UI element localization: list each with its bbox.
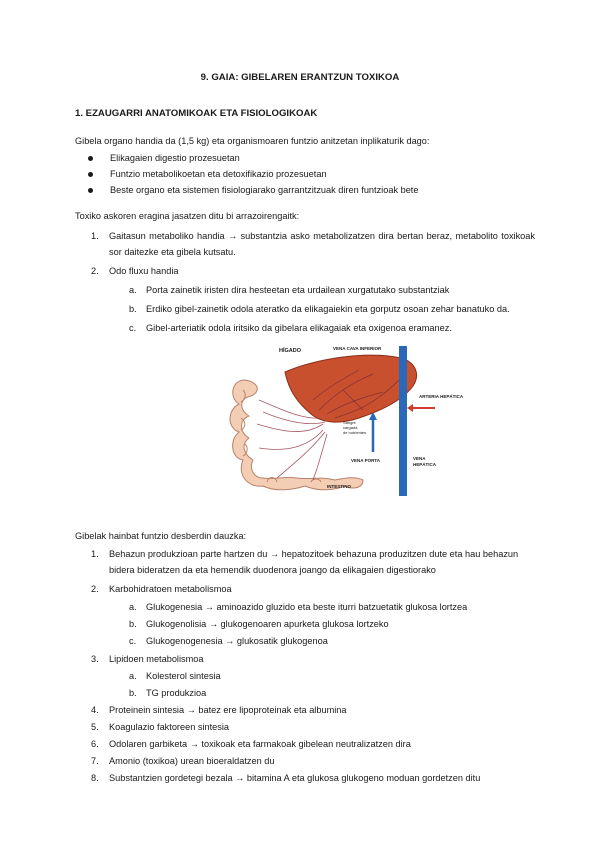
functions-sublist [75,599,535,649]
list-item [75,153,418,169]
list-letter: b. [129,304,137,314]
list-number: 3. [91,654,99,664]
list-text: TG produkzioa [146,688,207,698]
list-item [75,282,535,298]
list-number: 6. [91,739,99,749]
list-text: Substantzien gordetegi bezala → bitamina A eta glukosa glukogeno moduan gordetzen ditu [109,773,481,783]
list-item [75,668,535,684]
list-number: 5. [91,722,99,732]
list-item [75,263,535,336]
list-letter: a. [129,285,137,295]
list-text: Glukogenogenesia → glukosatik glukogenoa [146,636,328,646]
list-item [75,581,535,649]
vena-cava-vessel [399,346,407,496]
list-number: 1. [91,549,99,559]
list-number: 7. [91,756,99,766]
list-text: Kolesterol sintesia [146,671,221,681]
list-item [75,770,535,786]
list-item [75,185,418,201]
list-letter: c. [129,636,137,646]
list-text: Porta zainetik iristen dira hesteetan eta urdailean xurgatutako substantziak [146,285,450,295]
label-vena-hepatica-1: VENA [413,456,426,461]
liver-anatomy-diagram [223,340,464,502]
list-letter: b. [129,688,137,698]
list-text: Gibel-arteriatik odola iritsiko da gibelara elikagaiak eta oxigenoa eramanez. [146,323,452,333]
list-item [75,546,535,578]
list-letter: a. [129,671,137,681]
list-item [75,753,535,769]
page-title: 9. GAIA: GIBELAREN ERANTZUN TOXIKOA [200,72,400,83]
intro-paragraph: Gibela organo handia da (1,5 kg) eta organismoaren funtzio anitzetan inplikaturik dago: [75,136,430,146]
label-liver: HÍGADO [279,348,301,354]
list-text: Glukogenesia → aminoazido gluzido eta beste iturri batzuetatik glukosa lortzea [146,602,468,612]
label-vena-cava: VENA CAVA INFERIOR [333,346,382,351]
list-item [75,616,535,632]
list-letter: c. [129,323,137,333]
bullet-text: Elikagaien digestio prozesuetan [110,153,240,163]
label-sangre-3: de nutrientes [343,430,367,435]
bullet-icon [88,156,93,161]
reasons-sublist [75,282,535,336]
functions-list [75,546,535,786]
list-letter: b. [129,619,137,629]
list-item [75,736,535,752]
label-sangre-1: Sangre [343,420,356,425]
list-item [75,702,535,718]
list-item [75,169,418,185]
list-number: 2. [91,584,99,594]
list-text: Karbohidratoen metabolismoa [109,584,232,594]
section-heading: 1. EZAUGARRI ANATOMIKOAK ETA FISIOLOGIKOAK [75,108,318,119]
list-text: Koagulazio faktoreen sintesia [109,722,230,732]
list-text: Glukogenolisia → glukogenoaren apurketa glukosa lortzeko [146,619,389,629]
label-vena-porta: VENA PORTA [351,458,381,463]
label-intestine: INTESTINO [327,484,352,489]
functions-sublist [75,668,535,701]
intro-bullet-list [75,153,418,201]
list-text: Odo fluxu handia [109,266,179,276]
label-vena-hepatica-2: HEPÁTICA [413,462,437,467]
list-item [75,301,535,317]
list-number: 4. [91,705,99,715]
list-text: Amonio (toxikoa) urean bioeraldatzen du [109,756,275,766]
list-text: Erdiko gibel-zainetik odola ateratko da elikagaiekin eta gorputz osoan zehar banatuko da. [146,304,510,314]
bullet-icon [88,188,93,193]
list-text: Behazun produkzioan parte hartzen du → hepatozitoek behazuna produzitzen dute eta hau behazun bidera bideratzen da eta hemendik duodenora joango da elikagaien digestiorako [109,549,519,575]
list-item [75,228,535,260]
list-text: Odolaren garbiketa → toxikoak eta farmakoak gibelean neutralizatzen dira [109,739,411,749]
reasons-list [75,228,535,336]
list-item [75,320,535,336]
list-item [75,633,535,649]
functions-intro-paragraph: Gibelak hainbat funtzio desberdin dauzka: [75,531,247,541]
list-text: Gaitasun metaboliko handia → substantzia asko metabolizatzen dira bertan beraz, metabolito toxikoak sor daitezke eta gibela kutsatu. [109,231,535,257]
list-item [75,599,535,615]
list-number: 8. [91,773,99,783]
list-letter: a. [129,602,137,612]
bullet-text: Funtzio metabolikoetan eta detoxifikazio prozesuetan [110,169,327,179]
toxic-intro-paragraph: Toxiko askoren eragina jasatzen ditu bi arrazoirengaitk: [75,211,300,221]
list-number: 2. [91,266,99,276]
list-text: Lipidoen metabolismoa [109,654,204,664]
bullet-icon [88,172,93,177]
list-number: 1. [91,231,99,241]
label-artery: ARTERIA HEPÁTICA [419,394,464,399]
list-item [75,685,535,701]
label-sangre-2: cargada [343,425,358,430]
list-item [75,651,535,701]
bullet-text: Beste organo eta sistemen fisiologiarako garrantzitzuak diren funtzioak bete [110,185,419,195]
list-text: Proteinein sintesia → batez ere lipoproteinak eta albumina [109,705,347,715]
list-item [75,719,535,735]
